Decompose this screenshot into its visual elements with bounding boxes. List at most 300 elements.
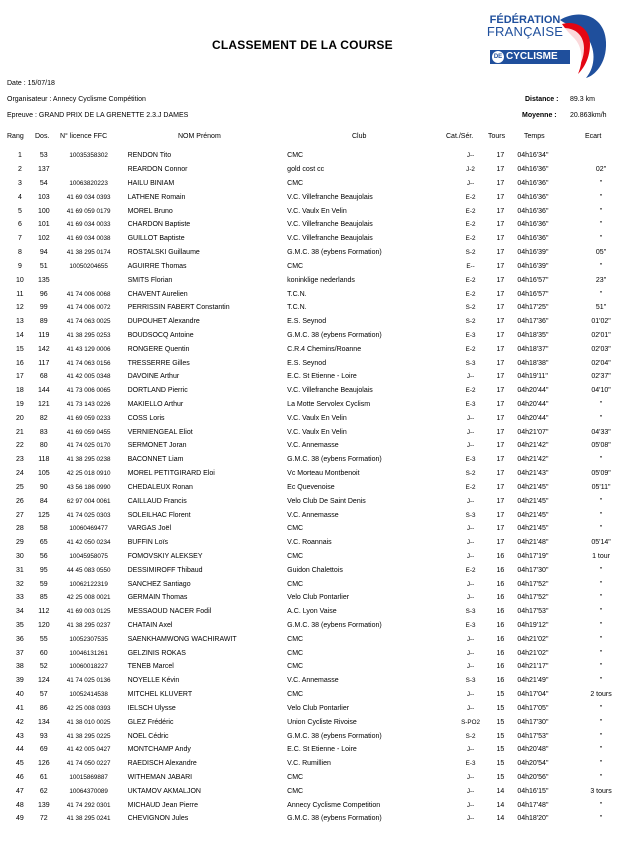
cell-dos: 139 bbox=[37, 801, 50, 809]
cell-cat: E-2 bbox=[465, 345, 476, 353]
cell-tours: 17 bbox=[496, 539, 505, 547]
cell-cat: E-3 bbox=[465, 331, 476, 339]
cell-cat: S-2 bbox=[465, 732, 476, 740]
cell-tours: 17 bbox=[496, 525, 505, 533]
cell-club: G.M.C. 38 (eybens Formation) bbox=[287, 815, 382, 823]
cell-tours: 14 bbox=[496, 787, 505, 795]
cell-tours: 17 bbox=[496, 470, 505, 478]
cell-cat: E-2 bbox=[465, 207, 476, 215]
header-dos: Dos. bbox=[35, 133, 50, 140]
cell-rang: 5 bbox=[17, 207, 22, 215]
cell-tours: 15 bbox=[496, 746, 505, 754]
cell-ecart: " bbox=[599, 207, 603, 215]
cell-temps: 04h21'43" bbox=[517, 470, 549, 478]
cell-ecart: " bbox=[599, 580, 603, 588]
cell-nom: FOMOVSKIY ALEKSEY bbox=[127, 552, 203, 560]
cell-nom: MONTCHAMP Andy bbox=[127, 746, 191, 754]
cell-rang: 17 bbox=[16, 373, 24, 381]
cell-ecart bbox=[581, 149, 621, 163]
meta-date: Date : 15/07/18 bbox=[7, 80, 55, 87]
cell-dos: 134 bbox=[37, 718, 50, 726]
cell-nom: SANCHEZ Santiago bbox=[127, 580, 191, 588]
cell-club: CMC bbox=[287, 262, 304, 270]
cell-tours: 17 bbox=[496, 207, 505, 215]
table-row bbox=[6, 798, 621, 812]
cell-licence: 62 97 004 0061 bbox=[66, 497, 111, 505]
cell-club: Union Cycliste Rivoise bbox=[287, 718, 357, 726]
cell-cat: J-- bbox=[466, 746, 475, 754]
table-row bbox=[6, 494, 621, 508]
cell-cat: E-2 bbox=[465, 276, 476, 284]
cell-club: C.R.4 Chemins/Roanne bbox=[287, 345, 362, 353]
cell-tours: 17 bbox=[496, 387, 505, 395]
cell-rang: 9 bbox=[17, 262, 22, 270]
cell-rang: 31 bbox=[16, 566, 24, 574]
cell-tours: 17 bbox=[496, 456, 505, 464]
cell-dos: 117 bbox=[38, 359, 50, 367]
cell-tours: 17 bbox=[496, 359, 505, 367]
cell-tours: 15 bbox=[496, 773, 505, 781]
cell-tours: 16 bbox=[496, 622, 505, 630]
cell-temps: 04h20'44" bbox=[517, 414, 549, 422]
cell-club: V.C. Vaulx En Velin bbox=[287, 428, 347, 436]
cell-dos: 53 bbox=[39, 152, 48, 160]
cell-club: V.C. Villefranche Beaujolais bbox=[287, 193, 373, 201]
table-row bbox=[6, 370, 621, 384]
cell-tours: 17 bbox=[496, 290, 505, 298]
cell-licence: 41 69 059 0179 bbox=[66, 207, 111, 215]
cell-temps: 04h21'45" bbox=[517, 511, 549, 519]
logo-line3: CYCLISME bbox=[506, 51, 558, 62]
table-row bbox=[6, 550, 621, 564]
cell-tours: 17 bbox=[496, 401, 505, 409]
cell-tours: 17 bbox=[496, 497, 505, 505]
header-nom: NOM Prénom bbox=[178, 133, 221, 140]
cell-rang: 37 bbox=[16, 649, 24, 657]
table-row bbox=[6, 287, 621, 301]
cell-rang: 4 bbox=[17, 193, 22, 201]
cell-rang: 32 bbox=[16, 580, 24, 588]
cell-temps: 04h18'20" bbox=[517, 815, 549, 823]
cell-club: E.C. St Etienne - Loire bbox=[287, 373, 357, 381]
cell-tours: 17 bbox=[496, 276, 505, 284]
cell-club: CMC bbox=[287, 773, 304, 781]
cell-temps: 04h16'36" bbox=[517, 193, 549, 201]
cell-cat: S-3 bbox=[465, 359, 476, 367]
cell-ecart: " bbox=[599, 746, 603, 754]
cell-club: A.C. Lyon Vaise bbox=[287, 608, 337, 616]
cell-licence: 41 74 006 0068 bbox=[66, 290, 111, 298]
cell-temps: 04h17'05" bbox=[517, 704, 549, 712]
cell-ecart: " bbox=[599, 704, 603, 712]
cell-club: V.C. Annemasse bbox=[287, 677, 339, 685]
cell-licence: 10062122319 bbox=[69, 580, 108, 588]
cell-licence: 10060018227 bbox=[69, 663, 108, 671]
cell-dos: 86 bbox=[39, 704, 48, 712]
cell-cat: J-- bbox=[466, 152, 475, 160]
cell-tours: 17 bbox=[496, 235, 505, 243]
cell-temps: 04h16'36" bbox=[517, 166, 549, 174]
cell-temps: 04h20'54" bbox=[517, 760, 549, 768]
cell-tours: 17 bbox=[496, 221, 505, 229]
cell-cat: E-2 bbox=[465, 221, 476, 229]
cell-ecart: 05'14" bbox=[591, 539, 611, 547]
cell-rang: 22 bbox=[16, 442, 24, 450]
cell-cat: E-2 bbox=[465, 235, 476, 243]
cell-rang: 24 bbox=[16, 470, 24, 478]
table-row bbox=[6, 204, 621, 218]
cell-temps: 04h20'44" bbox=[517, 401, 549, 409]
cell-dos: 100 bbox=[37, 207, 50, 215]
table-row bbox=[6, 232, 621, 246]
cell-ecart: " bbox=[599, 718, 603, 726]
cell-cat: J-- bbox=[466, 704, 475, 712]
cell-rang: 3 bbox=[17, 180, 22, 188]
cell-temps: 04h19'11" bbox=[517, 373, 548, 381]
cell-cat: S-2 bbox=[465, 249, 476, 257]
cell-club: G.M.C. 38 (eybens Formation) bbox=[287, 249, 382, 257]
cell-nom: DAVOINE Arthur bbox=[127, 373, 180, 381]
cell-nom: DORTLAND Pierric bbox=[127, 387, 188, 395]
cell-dos: 112 bbox=[38, 608, 50, 616]
cell-cat: J-- bbox=[466, 442, 475, 450]
cell-licence bbox=[54, 163, 124, 177]
cell-licence: 10035358302 bbox=[69, 152, 108, 160]
cell-club: CMC bbox=[287, 635, 304, 643]
cell-temps: 04h17'48" bbox=[517, 801, 549, 809]
cell-licence: 41 69 003 0125 bbox=[66, 608, 111, 616]
cell-temps: 04h16'57" bbox=[517, 290, 549, 298]
cell-nom: NOEL Cédric bbox=[127, 732, 169, 740]
cell-temps: 04h20'48" bbox=[517, 746, 549, 754]
table-row bbox=[6, 342, 621, 356]
cell-tours: 16 bbox=[496, 566, 505, 574]
cell-temps: 04h21'45" bbox=[517, 483, 549, 491]
cell-licence: 42 25 018 0910 bbox=[66, 470, 111, 478]
cell-dos: 96 bbox=[39, 290, 48, 298]
cell-nom: BACONNET Liam bbox=[127, 456, 184, 464]
cell-nom: CHEVIGNON Jules bbox=[127, 815, 189, 823]
cell-dos: 125 bbox=[37, 511, 50, 519]
cell-tours: 17 bbox=[496, 152, 505, 160]
cell-club: gold cost cc bbox=[287, 166, 325, 174]
cell-ecart: " bbox=[599, 193, 603, 201]
cell-temps: 04h16'36" bbox=[517, 180, 549, 188]
cell-nom: LATHENE Romain bbox=[127, 193, 186, 201]
cell-tours: 17 bbox=[496, 262, 505, 270]
cell-nom: HAILU BINIAM bbox=[127, 180, 175, 188]
cell-rang: 36 bbox=[16, 635, 24, 643]
cell-ecart: 02'37" bbox=[591, 373, 611, 381]
cell-dos: 85 bbox=[39, 594, 48, 602]
cell-club: koninklige nederlands bbox=[287, 276, 355, 284]
cell-licence: 41 73 006 0065 bbox=[66, 387, 111, 395]
cell-ecart: 05'11" bbox=[591, 483, 611, 491]
table-row bbox=[6, 425, 621, 439]
cell-cat: E-2 bbox=[465, 290, 476, 298]
cell-nom: GUILLOT Baptiste bbox=[127, 235, 185, 243]
cell-nom: CHAVENT Aurelien bbox=[127, 290, 188, 298]
logo-swoosh-icon bbox=[550, 8, 614, 80]
cell-temps: 04h20'44" bbox=[517, 387, 549, 395]
cell-ecart: " bbox=[599, 677, 603, 685]
cell-ecart: 04'33" bbox=[591, 428, 611, 436]
cell-club: V.C. Vaulx En Velin bbox=[287, 414, 347, 422]
cell-club: CMC bbox=[287, 663, 304, 671]
cell-dos: 59 bbox=[39, 580, 48, 588]
cell-club: G.M.C. 38 (eybens Formation) bbox=[287, 622, 382, 630]
cell-licence: 41 38 295 0174 bbox=[66, 249, 111, 257]
cell-dos: 65 bbox=[39, 539, 48, 547]
cell-tours: 17 bbox=[496, 442, 505, 450]
cell-nom: SAENKHAMWONG WACHIRAWIT bbox=[127, 635, 237, 643]
cell-ecart: " bbox=[599, 732, 603, 740]
cell-cat: E-3 bbox=[465, 622, 476, 630]
table-row bbox=[6, 329, 621, 343]
cell-dos: 137 bbox=[37, 166, 50, 174]
cell-tours: 17 bbox=[496, 318, 505, 326]
cell-ecart: " bbox=[599, 663, 603, 671]
cell-dos: 93 bbox=[39, 732, 48, 740]
header-temps: Temps bbox=[524, 133, 545, 140]
cell-licence: 41 42 005 0427 bbox=[66, 746, 111, 754]
cell-cat: J-2 bbox=[466, 166, 475, 174]
cell-ecart: 04'10" bbox=[591, 387, 611, 395]
results-table bbox=[6, 149, 621, 826]
cell-nom: VERNIENGEAL Eliot bbox=[127, 428, 193, 436]
cell-nom: RENDON Tito bbox=[127, 152, 172, 160]
cell-cat: E-2 bbox=[465, 483, 476, 491]
cell-ecart: 01'02" bbox=[591, 318, 611, 326]
table-row bbox=[6, 190, 621, 204]
cell-tours: 17 bbox=[496, 414, 505, 422]
cell-club: CMC bbox=[287, 580, 304, 588]
cell-temps: 04h17'53" bbox=[517, 732, 549, 740]
cell-temps: 04h16'36" bbox=[517, 221, 549, 229]
table-row bbox=[6, 784, 621, 798]
table-row bbox=[6, 674, 621, 688]
cell-rang: 28 bbox=[16, 525, 24, 533]
cell-club: V.C. Rumillien bbox=[287, 760, 331, 768]
cell-licence: 41 73 143 0226 bbox=[66, 401, 111, 409]
cell-tours: 16 bbox=[496, 594, 505, 602]
cell-licence: 44 45 083 0550 bbox=[66, 566, 111, 574]
cell-licence: 41 74 292 0301 bbox=[66, 801, 111, 809]
cell-licence: 41 69 059 0455 bbox=[66, 428, 111, 436]
cell-club: CMC bbox=[287, 180, 304, 188]
cell-ecart: " bbox=[599, 608, 603, 616]
cell-cat: E-2 bbox=[465, 387, 476, 395]
cell-licence: 41 42 050 0234 bbox=[66, 539, 111, 547]
cell-licence: 41 74 025 0136 bbox=[66, 677, 111, 685]
cell-temps: 04h16'39" bbox=[517, 249, 549, 257]
cell-temps: 04h16'39" bbox=[517, 262, 549, 270]
cell-ecart: " bbox=[599, 815, 603, 823]
cell-club: T.C.N. bbox=[287, 304, 307, 312]
cell-dos: 126 bbox=[37, 760, 50, 768]
cell-nom: AGUIRRE Thomas bbox=[127, 262, 187, 270]
table-row bbox=[6, 301, 621, 315]
cell-ecart: " bbox=[599, 594, 603, 602]
cell-licence: 10052414538 bbox=[69, 691, 108, 699]
cell-temps: 04h18'37" bbox=[517, 345, 549, 353]
cell-cat: E-- bbox=[466, 262, 475, 270]
cell-nom: GELZINIS ROKAS bbox=[127, 649, 186, 657]
cell-nom: GERMAIN Thomas bbox=[127, 594, 188, 602]
cell-temps: 04h18'35" bbox=[517, 331, 549, 339]
cell-dos: 52 bbox=[39, 663, 48, 671]
cell-ecart: " bbox=[599, 456, 603, 464]
cell-rang: 44 bbox=[16, 746, 24, 754]
cell-licence: 41 69 059 0233 bbox=[66, 414, 111, 422]
cell-licence: 10064370089 bbox=[69, 787, 108, 795]
cell-licence: 41 69 034 0038 bbox=[66, 235, 111, 243]
header-rang: Rang bbox=[7, 133, 24, 140]
cell-temps: 04h17'52" bbox=[517, 594, 549, 602]
cell-temps: 04h21'02" bbox=[517, 649, 549, 657]
cell-tours: 16 bbox=[496, 608, 505, 616]
table-row bbox=[6, 149, 621, 163]
cell-licence: 41 74 063 0156 bbox=[66, 359, 111, 367]
cell-licence: 41 42 005 0348 bbox=[66, 373, 111, 381]
logo-line1: FÉDÉRATION bbox=[489, 14, 561, 26]
cell-dos: 99 bbox=[39, 304, 48, 312]
cell-ecart: " bbox=[599, 760, 603, 768]
cell-nom: VARGAS Joël bbox=[127, 525, 172, 533]
cell-tours: 15 bbox=[496, 691, 505, 699]
cell-club: CMC bbox=[287, 649, 304, 657]
cell-rang: 35 bbox=[16, 622, 24, 630]
cell-licence: 43 56 186 0990 bbox=[66, 483, 111, 491]
meta-distance-label: Distance : bbox=[525, 96, 559, 103]
cell-tours: 14 bbox=[496, 801, 505, 809]
cell-tours: 15 bbox=[496, 718, 505, 726]
cell-temps: 04h21'42" bbox=[517, 442, 549, 450]
cell-cat: J-- bbox=[466, 649, 475, 657]
meta-organisateur: Organisateur : Annecy Cyclisme Compétition bbox=[7, 96, 146, 103]
cell-ecart: " bbox=[599, 290, 603, 298]
cell-club: Guidon Chalettois bbox=[287, 566, 343, 574]
cell-licence: 10050204655 bbox=[69, 262, 108, 270]
cell-ecart: " bbox=[599, 497, 603, 505]
table-row bbox=[6, 688, 621, 702]
cell-licence: 41 74 006 0072 bbox=[66, 304, 111, 312]
cell-club: Annecy Cyclisme Competition bbox=[287, 801, 381, 809]
cell-cat: S-3 bbox=[465, 511, 476, 519]
cell-rang: 39 bbox=[16, 677, 24, 685]
cell-tours: 17 bbox=[496, 511, 505, 519]
cell-nom: MOREL PETITGIRARD Eloi bbox=[127, 470, 215, 478]
cell-cat: E-3 bbox=[465, 760, 476, 768]
cell-rang: 7 bbox=[17, 235, 22, 243]
cell-licence: 41 69 034 0393 bbox=[66, 193, 111, 201]
cell-rang: 15 bbox=[16, 345, 24, 353]
table-row bbox=[6, 481, 621, 495]
cell-dos: 102 bbox=[37, 235, 50, 243]
cell-ecart: " bbox=[599, 401, 603, 409]
cell-cat: J-- bbox=[466, 801, 475, 809]
cell-rang: 46 bbox=[16, 773, 24, 781]
cell-licence: 41 38 010 0025 bbox=[66, 718, 111, 726]
cell-cat: E-3 bbox=[465, 456, 476, 464]
cell-dos: 90 bbox=[39, 483, 48, 491]
cell-licence: 42 25 008 0021 bbox=[66, 594, 111, 602]
cell-ecart: " bbox=[599, 511, 603, 519]
cell-club: La Motte Servolex Cyclism bbox=[287, 401, 371, 409]
cell-rang: 23 bbox=[16, 456, 24, 464]
cell-ecart: 2 tours bbox=[590, 691, 612, 699]
cell-dos: 124 bbox=[37, 677, 50, 685]
cell-rang: 2 bbox=[17, 166, 22, 174]
cell-rang: 49 bbox=[16, 815, 24, 823]
cell-temps: 04h21'17" bbox=[517, 663, 549, 671]
cell-tours: 14 bbox=[496, 815, 505, 823]
cell-tours: 17 bbox=[496, 428, 505, 436]
cell-nom: MESSAOUD NACER Fodil bbox=[127, 608, 212, 616]
cell-dos: 118 bbox=[38, 456, 50, 464]
cell-cat: S-PO2 bbox=[461, 718, 480, 726]
cell-club: CMC bbox=[287, 691, 304, 699]
cell-temps: 04h16'36" bbox=[517, 235, 549, 243]
cell-dos: 89 bbox=[39, 318, 48, 326]
cell-rang: 13 bbox=[16, 318, 24, 326]
cell-ecart: 02'04" bbox=[591, 359, 611, 367]
cell-rang: 47 bbox=[16, 787, 24, 795]
cell-club: T.C.N. bbox=[287, 290, 307, 298]
cell-club: E.S. Seynod bbox=[287, 318, 327, 326]
cell-rang: 43 bbox=[16, 732, 24, 740]
logo-line2: FRANÇAISE bbox=[486, 24, 564, 39]
cell-licence: 10045958075 bbox=[69, 552, 108, 560]
header-ecart: Ecart bbox=[585, 133, 602, 140]
cell-nom: IELSCH Ulysse bbox=[127, 704, 176, 712]
table-row bbox=[6, 246, 621, 260]
cell-temps: 04h21'42" bbox=[517, 456, 549, 464]
cell-dos: 54 bbox=[39, 180, 48, 188]
cell-ecart: " bbox=[599, 622, 603, 630]
cell-rang: 34 bbox=[16, 608, 24, 616]
cell-licence: 10046131261 bbox=[69, 649, 108, 657]
cell-dos: 95 bbox=[39, 566, 48, 574]
cell-temps: 04h17'19" bbox=[517, 552, 549, 560]
cell-nom: UKTAMOV AKMALJON bbox=[127, 787, 201, 795]
cell-cat: S-3 bbox=[465, 608, 476, 616]
cell-rang: 40 bbox=[16, 691, 24, 699]
cell-cat: J-- bbox=[466, 815, 475, 823]
cell-dos: 69 bbox=[39, 746, 48, 754]
cell-temps: 04h17'52" bbox=[517, 580, 549, 588]
cell-ecart: " bbox=[599, 414, 603, 422]
cell-cat: J-- bbox=[466, 539, 475, 547]
page-title: CLASSEMENT DE LA COURSE bbox=[212, 38, 393, 52]
cell-club: V.C. Vaulx En Velin bbox=[287, 207, 347, 215]
cell-nom: SMITS Florian bbox=[127, 276, 173, 284]
cell-licence: 42 25 008 0393 bbox=[66, 704, 111, 712]
cell-rang: 8 bbox=[17, 249, 22, 257]
cell-temps: 04h21'07" bbox=[517, 428, 549, 436]
cell-rang: 10 bbox=[16, 276, 24, 284]
cell-cat: J-- bbox=[466, 497, 475, 505]
cell-tours: 15 bbox=[496, 732, 505, 740]
cell-dos: 105 bbox=[37, 470, 50, 478]
cell-rang: 38 bbox=[16, 663, 24, 671]
cell-licence: 41 43 129 0006 bbox=[66, 345, 111, 353]
cell-club: G.M.C. 38 (eybens Formation) bbox=[287, 732, 382, 740]
table-row bbox=[6, 812, 621, 826]
cell-cat: J-- bbox=[466, 663, 475, 671]
cell-ecart: " bbox=[599, 525, 603, 533]
cell-licence: 41 74 025 0303 bbox=[66, 511, 111, 519]
